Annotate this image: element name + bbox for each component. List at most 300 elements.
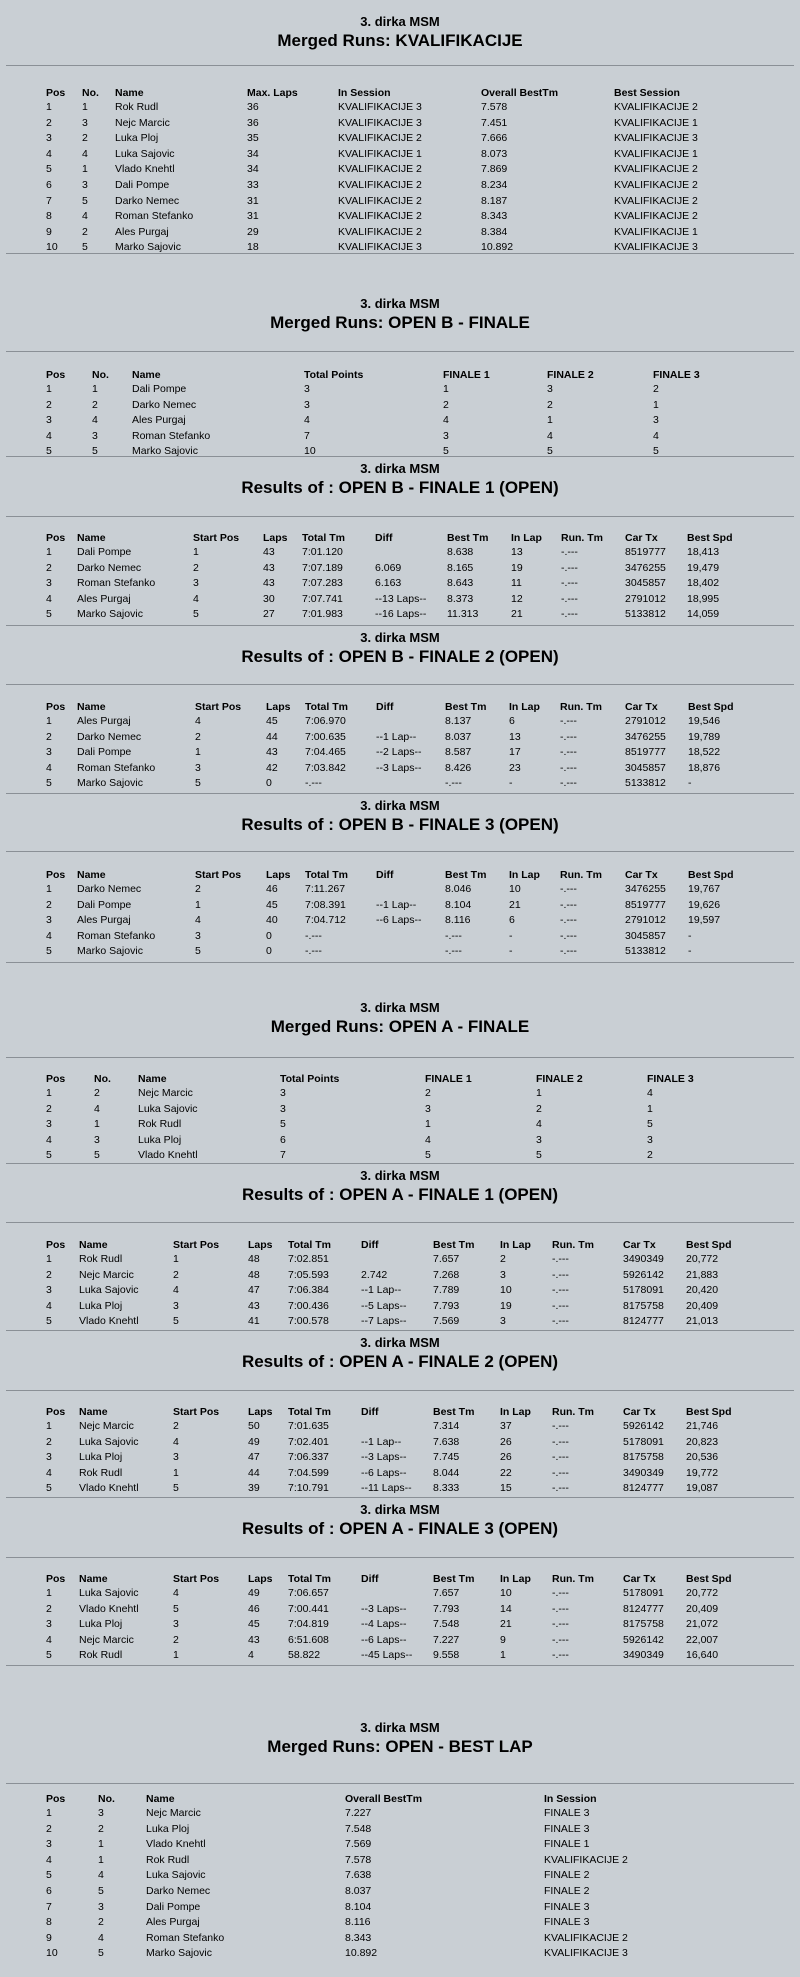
- table-cell: 3: [500, 1315, 506, 1328]
- table-row: [46, 1283, 736, 1299]
- table-cell: --3 Laps--: [361, 1602, 407, 1615]
- table-cell: --7 Laps--: [361, 1315, 407, 1328]
- table-cell: 0: [266, 777, 272, 790]
- table-cell: Luka Ploj: [146, 1822, 190, 1835]
- table-cell: 5: [46, 1315, 52, 1328]
- table-cell: 8: [46, 210, 52, 223]
- table-cell: 2: [46, 898, 52, 911]
- table-cell: 1: [98, 1853, 104, 1866]
- table-cell: 1: [46, 1253, 52, 1265]
- table-cell: 8.046: [445, 883, 472, 895]
- table-cell: -.---: [552, 1284, 569, 1297]
- section-heading: Results of : OPEN B - FINALE 2 (OPEN): [241, 647, 559, 666]
- table-cell: 3490349: [623, 1649, 664, 1662]
- table-cell: 20,409: [686, 1299, 719, 1312]
- section-opena-merged: [0, 1000, 800, 1164]
- table-cell: Rok Rudl: [115, 101, 159, 113]
- table-cell: 2: [500, 1253, 506, 1265]
- table-cell: 3: [46, 414, 52, 427]
- table-cell: 3490349: [623, 1253, 664, 1265]
- column-header: FINALE 2: [536, 1073, 583, 1085]
- table-cell: 11: [511, 577, 522, 590]
- table-cell: Rok Rudl: [79, 1466, 123, 1479]
- section-heading: Merged Runs: OPEN A - FINALE: [270, 1017, 530, 1036]
- column-header: Diff: [361, 1573, 379, 1585]
- table-cell: 8.044: [433, 1466, 460, 1479]
- table-cell: -.---: [560, 898, 577, 911]
- table-cell: Luka Sajovic: [79, 1435, 139, 1448]
- column-header: Best Tm: [433, 1406, 475, 1418]
- table-cell: 13: [509, 730, 521, 743]
- section-divider: [6, 1330, 794, 1331]
- table-cell: 3045857: [625, 761, 666, 774]
- column-header: Pos: [46, 1573, 66, 1585]
- table-cell: 9.558: [433, 1649, 460, 1662]
- column-header: Best Tm: [445, 869, 487, 881]
- column-header: Total Tm: [288, 1406, 331, 1418]
- table-cell: Marko Sajovic: [77, 945, 143, 958]
- column-header: No.: [92, 369, 109, 381]
- table-cell: Roman Stefanko: [132, 429, 211, 442]
- table-cell: 1: [195, 898, 201, 911]
- table-cell: 10: [509, 883, 521, 895]
- table-cell: 7:04.712: [305, 914, 346, 927]
- column-header: Best Spd: [686, 1239, 732, 1251]
- table-cell: 7:00.441: [288, 1602, 329, 1615]
- table-cell: 35: [247, 132, 259, 145]
- results-table: [46, 700, 738, 792]
- table-cell: 8519777: [625, 898, 666, 911]
- table-cell: 4: [304, 414, 310, 427]
- table-row: [46, 209, 724, 225]
- table-cell: 10: [500, 1587, 512, 1599]
- column-header: FINALE 3: [647, 1073, 694, 1085]
- event-title: 3. dirka MSM: [360, 630, 440, 645]
- table-cell: 21: [509, 898, 521, 911]
- table-cell: 5: [46, 163, 52, 176]
- column-header: Total Points: [304, 369, 364, 381]
- table-cell: 1: [46, 1420, 52, 1432]
- column-header: Pos: [46, 1239, 66, 1251]
- table-cell: 7:02.401: [288, 1435, 329, 1448]
- table-cell: 4: [193, 592, 199, 605]
- table-cell: [376, 929, 445, 945]
- column-header: Name: [79, 1406, 108, 1418]
- table-cell: 20,772: [686, 1253, 719, 1265]
- table-cell: 4: [82, 147, 88, 160]
- table-cell: 5: [92, 445, 98, 458]
- event-title: 3. dirka MSM: [360, 296, 440, 311]
- table-row: [46, 882, 738, 898]
- table-cell: 5: [280, 1118, 286, 1131]
- table-cell: Dali Pompe: [77, 546, 132, 558]
- table-row: [46, 1868, 704, 1884]
- table-cell: 4: [46, 761, 52, 774]
- column-header: Start Pos: [195, 869, 242, 881]
- table-cell: -.---: [552, 1587, 569, 1599]
- table-cell: 8.643: [447, 577, 474, 590]
- table-cell: 6: [46, 1884, 52, 1897]
- table-cell: 43: [263, 561, 275, 574]
- table-cell: 9: [500, 1633, 506, 1646]
- column-header: Name: [77, 701, 106, 713]
- table-cell: 2: [82, 132, 88, 145]
- table-cell: --6 Laps--: [361, 1466, 407, 1479]
- table-cell: 0: [266, 945, 272, 958]
- table-cell: 7.657: [433, 1253, 460, 1265]
- table-cell: 1: [500, 1649, 506, 1662]
- table-cell: 5: [173, 1315, 179, 1328]
- table-cell: 22,007: [686, 1633, 719, 1646]
- table-cell: 5: [425, 1149, 431, 1162]
- table-cell: KVALIFIKACIJE 2: [544, 1931, 628, 1944]
- section-openb-f3: [0, 798, 800, 960]
- table-cell: 58.822: [288, 1649, 321, 1662]
- table-cell: 2: [92, 398, 98, 411]
- table-cell: FINALE 2: [544, 1869, 590, 1882]
- column-header: Car Tx: [623, 1573, 656, 1585]
- column-header: FINALE 1: [425, 1073, 472, 1085]
- table-cell: Darko Nemec: [77, 730, 142, 743]
- table-cell: 1: [82, 101, 88, 113]
- table-cell: 3: [46, 914, 52, 927]
- table-cell: 3: [46, 577, 52, 590]
- table-cell: 2: [46, 116, 52, 129]
- table-cell: 3: [92, 429, 98, 442]
- section-divider: [6, 625, 794, 626]
- column-header: Pos: [46, 869, 66, 881]
- table-row: [46, 1633, 736, 1649]
- table-cell: 5: [193, 608, 199, 621]
- table-cell: 4: [92, 414, 98, 427]
- table-cell: 5: [94, 1149, 100, 1162]
- table-cell: 7:04.465: [305, 746, 346, 759]
- table-cell: Luka Sajovic: [115, 147, 175, 160]
- table-cell: -.---: [560, 929, 577, 942]
- section-open-best: [0, 1720, 800, 1962]
- column-header: FINALE 3: [653, 369, 700, 381]
- column-header: Laps: [266, 701, 291, 713]
- table-cell: Nejc Marcic: [79, 1420, 134, 1432]
- table-cell: 4: [46, 1633, 52, 1646]
- table-cell: --6 Laps--: [376, 914, 422, 927]
- table-cell: 12: [511, 592, 523, 605]
- table-cell: 3: [195, 929, 201, 942]
- table-cell: 8.343: [345, 1931, 372, 1944]
- table-cell: 31: [247, 194, 259, 207]
- table-cell: --1 Lap--: [376, 730, 417, 743]
- table-cell: 8.638: [447, 546, 474, 558]
- table-cell: 5926142: [623, 1633, 664, 1646]
- table-cell: 5: [98, 1884, 104, 1897]
- column-header: Name: [77, 869, 106, 881]
- table-cell: 1: [46, 101, 52, 113]
- table-cell: 4: [46, 1133, 52, 1146]
- column-header: Diff: [361, 1406, 379, 1418]
- table-cell: Roman Stefanko: [115, 210, 194, 223]
- column-header: FINALE 1: [443, 369, 490, 381]
- table-cell: 3: [195, 761, 201, 774]
- table-cell: 3: [46, 1284, 52, 1297]
- table-cell: 1: [653, 398, 659, 411]
- column-header: In Lap: [511, 532, 542, 544]
- table-cell: -.---: [305, 929, 322, 942]
- table-cell: 1: [647, 1102, 653, 1115]
- table-cell: 3: [653, 414, 659, 427]
- table-cell: 6: [280, 1133, 286, 1146]
- table-cell: [376, 714, 445, 730]
- table-cell: 2: [547, 398, 553, 411]
- table-cell: 19: [511, 561, 523, 574]
- table-row: [46, 444, 733, 460]
- table-row: [46, 592, 737, 608]
- column-header: Laps: [263, 532, 288, 544]
- section-heading: Merged Runs: OPEN B - FINALE: [270, 313, 530, 332]
- table-cell: 3: [46, 1118, 52, 1131]
- table-cell: 5: [82, 241, 88, 254]
- section-heading: Merged Runs: OPEN - BEST LAP: [267, 1737, 533, 1756]
- column-header: Run. Tm: [552, 1573, 594, 1585]
- table-cell: 7:06.337: [288, 1451, 329, 1464]
- column-header: Pos: [46, 701, 66, 713]
- table-cell: --45 Laps--: [361, 1649, 413, 1662]
- table-cell: 2: [195, 730, 201, 743]
- table-cell: 5: [173, 1482, 179, 1495]
- results-table: [46, 368, 733, 460]
- column-header: Total Tm: [305, 869, 348, 881]
- table-cell: 7:00.578: [288, 1315, 329, 1328]
- table-cell: -.---: [552, 1315, 569, 1328]
- table-row: [46, 1450, 736, 1466]
- table-cell: 18,402: [687, 577, 720, 590]
- table-cell: 3476255: [625, 883, 666, 895]
- table-cell: 3: [173, 1299, 179, 1312]
- table-cell: 8.104: [445, 898, 472, 911]
- table-cell: 1: [98, 1838, 104, 1851]
- table-row: [46, 1117, 727, 1133]
- table-cell: Dali Pompe: [146, 1900, 201, 1913]
- table-cell: -.---: [552, 1466, 569, 1479]
- table-cell: 8.333: [433, 1482, 460, 1495]
- event-title: 3. dirka MSM: [360, 798, 440, 813]
- table-cell: Darko Nemec: [77, 561, 142, 574]
- column-header: Total Tm: [288, 1573, 331, 1585]
- results-table: [46, 1792, 704, 1962]
- table-cell: -.---: [561, 608, 578, 621]
- table-row: [46, 178, 724, 194]
- table-cell: -.---: [561, 561, 578, 574]
- table-row: [46, 382, 733, 398]
- table-row: [46, 1822, 704, 1838]
- table-cell: Marko Sajovic: [146, 1947, 212, 1960]
- section-openb-f2: [0, 630, 800, 792]
- table-cell: 1: [443, 383, 449, 395]
- table-cell: 10: [500, 1284, 512, 1297]
- table-cell: 2: [98, 1822, 104, 1835]
- table-cell: -.---: [445, 945, 462, 958]
- table-cell: 2.742: [361, 1268, 388, 1281]
- column-header: Diff: [361, 1239, 379, 1251]
- table-cell: -: [688, 945, 692, 958]
- section-heading: Results of : OPEN B - FINALE 1 (OPEN): [241, 478, 559, 497]
- table-cell: 7.789: [433, 1284, 460, 1297]
- table-row: [46, 1435, 736, 1451]
- table-cell: --6 Laps--: [361, 1633, 407, 1646]
- table-cell: 8.104: [345, 1900, 372, 1913]
- table-cell: 3: [173, 1618, 179, 1631]
- table-cell: 1: [46, 546, 52, 558]
- table-cell: 7.745: [433, 1451, 460, 1464]
- column-header: Best Tm: [445, 701, 487, 713]
- table-cell: 42: [266, 761, 278, 774]
- table-cell: 2: [82, 225, 88, 238]
- table-cell: 1: [536, 1087, 542, 1099]
- section-openb-f1: [0, 461, 800, 623]
- column-header: In Lap: [509, 701, 540, 713]
- table-cell: Marko Sajovic: [77, 777, 143, 790]
- table-cell: Darko Nemec: [115, 194, 180, 207]
- table-cell: 26: [500, 1435, 512, 1448]
- table-row: [46, 1853, 704, 1869]
- table-cell: 3045857: [625, 577, 666, 590]
- table-cell: 7.314: [433, 1420, 460, 1432]
- table-cell: --3 Laps--: [376, 761, 422, 774]
- table-cell: Roman Stefanko: [146, 1931, 225, 1944]
- header-row: [46, 1572, 736, 1586]
- table-cell: 4: [173, 1284, 179, 1297]
- table-cell: 7.548: [345, 1822, 372, 1835]
- table-cell: 2: [193, 561, 199, 574]
- column-header: Total Tm: [305, 701, 348, 713]
- column-header: Overall BestTm: [481, 87, 559, 99]
- table-row: [46, 429, 733, 445]
- table-cell: 8175758: [623, 1618, 664, 1631]
- table-cell: KVALIFIKACIJE 2: [614, 101, 698, 113]
- table-cell: 20,772: [686, 1587, 719, 1599]
- table-cell: 47: [248, 1284, 260, 1297]
- table-cell: 7: [46, 194, 52, 207]
- table-row: [46, 898, 738, 914]
- table-cell: 19,546: [688, 715, 721, 727]
- table-cell: Marko Sajovic: [132, 445, 198, 458]
- table-cell: KVALIFIKACIJE 3: [614, 241, 698, 254]
- table-cell: 19,626: [688, 898, 721, 911]
- table-row: [46, 1133, 727, 1149]
- column-header: Laps: [248, 1573, 273, 1585]
- column-header: Best Spd: [687, 532, 733, 544]
- section-opena-f3: [0, 1502, 800, 1664]
- table-row: [46, 745, 738, 761]
- table-cell: 20,823: [686, 1435, 719, 1448]
- table-cell: 23: [509, 761, 521, 774]
- table-row: [46, 1299, 736, 1315]
- table-cell: 3: [46, 132, 52, 145]
- header-row: [46, 700, 738, 714]
- column-header: Car Tx: [623, 1406, 656, 1418]
- column-header: In Lap: [500, 1239, 531, 1251]
- table-cell: 6: [46, 178, 52, 191]
- table-cell: 14: [500, 1602, 512, 1615]
- table-row: [46, 398, 733, 414]
- table-cell: 5: [82, 194, 88, 207]
- table-row: [46, 1900, 704, 1916]
- table-cell: 26: [500, 1451, 512, 1464]
- table-row: [46, 1931, 704, 1947]
- table-cell: 7.657: [433, 1587, 460, 1599]
- table-row: [46, 1946, 704, 1962]
- table-cell: 39: [248, 1482, 260, 1495]
- table-cell: 4: [46, 1299, 52, 1312]
- table-cell: FINALE 3: [544, 1807, 590, 1819]
- table-cell: 7:04.599: [288, 1466, 329, 1479]
- table-cell: 4: [46, 147, 52, 160]
- table-row: [46, 147, 724, 163]
- table-cell: --1 Lap--: [361, 1435, 402, 1448]
- table-cell: Luka Ploj: [138, 1133, 182, 1146]
- table-cell: Rok Rudl: [79, 1253, 123, 1265]
- table-cell: 7:00.635: [305, 730, 346, 743]
- table-cell: 8.116: [445, 914, 471, 927]
- table-cell: 7.793: [433, 1602, 460, 1615]
- table-cell: 50: [248, 1420, 260, 1432]
- table-cell: 16,640: [686, 1649, 719, 1662]
- table-cell: 6:51.608: [288, 1633, 329, 1646]
- event-title: 3. dirka MSM: [360, 1000, 440, 1015]
- table-cell: KVALIFIKACIJE 3: [338, 116, 422, 129]
- table-cell: --13 Laps--: [375, 592, 427, 605]
- table-cell: 7:07.741: [302, 592, 343, 605]
- table-cell: 8519777: [625, 546, 666, 558]
- column-header: Start Pos: [173, 1406, 220, 1418]
- event-title: 3. dirka MSM: [360, 1168, 440, 1183]
- table-cell: 9: [46, 225, 52, 238]
- table-row: [46, 1466, 736, 1482]
- table-cell: -.---: [552, 1435, 569, 1448]
- table-cell: KVALIFIKACIJE 3: [614, 132, 698, 145]
- table-cell: 5: [653, 445, 659, 458]
- table-cell: 4: [536, 1118, 542, 1131]
- table-cell: 8124777: [623, 1602, 664, 1615]
- table-cell: 3: [82, 178, 88, 191]
- table-cell: 4: [98, 1869, 104, 1882]
- table-cell: 15: [500, 1482, 512, 1495]
- table-cell: 7: [46, 1900, 52, 1913]
- column-header: Car Tx: [625, 532, 658, 544]
- table-cell: 9: [46, 1931, 52, 1944]
- table-cell: 2: [98, 1916, 104, 1929]
- column-header: Name: [132, 369, 161, 381]
- table-cell: KVALIFIKACIJE 2: [614, 210, 698, 223]
- table-cell: Ales Purgaj: [132, 414, 186, 427]
- table-cell: 2: [46, 398, 52, 411]
- table-cell: Vlado Knehtl: [115, 163, 175, 176]
- table-cell: KVALIFIKACIJE 2: [614, 194, 698, 207]
- table-cell: 8.116: [345, 1916, 371, 1929]
- column-header: Run. Tm: [552, 1406, 594, 1418]
- table-cell: 2791012: [625, 914, 666, 927]
- table-cell: 3476255: [625, 561, 666, 574]
- table-cell: 2: [94, 1087, 100, 1099]
- column-header: Car Tx: [625, 701, 658, 713]
- table-cell: 2: [647, 1149, 653, 1162]
- column-header: Total Tm: [288, 1239, 331, 1251]
- results-table: [46, 1405, 736, 1497]
- column-header: Best Session: [614, 87, 680, 99]
- table-cell: 5926142: [623, 1268, 664, 1281]
- column-header: No.: [82, 87, 99, 99]
- table-row: [46, 576, 737, 592]
- table-cell: -.---: [561, 592, 578, 605]
